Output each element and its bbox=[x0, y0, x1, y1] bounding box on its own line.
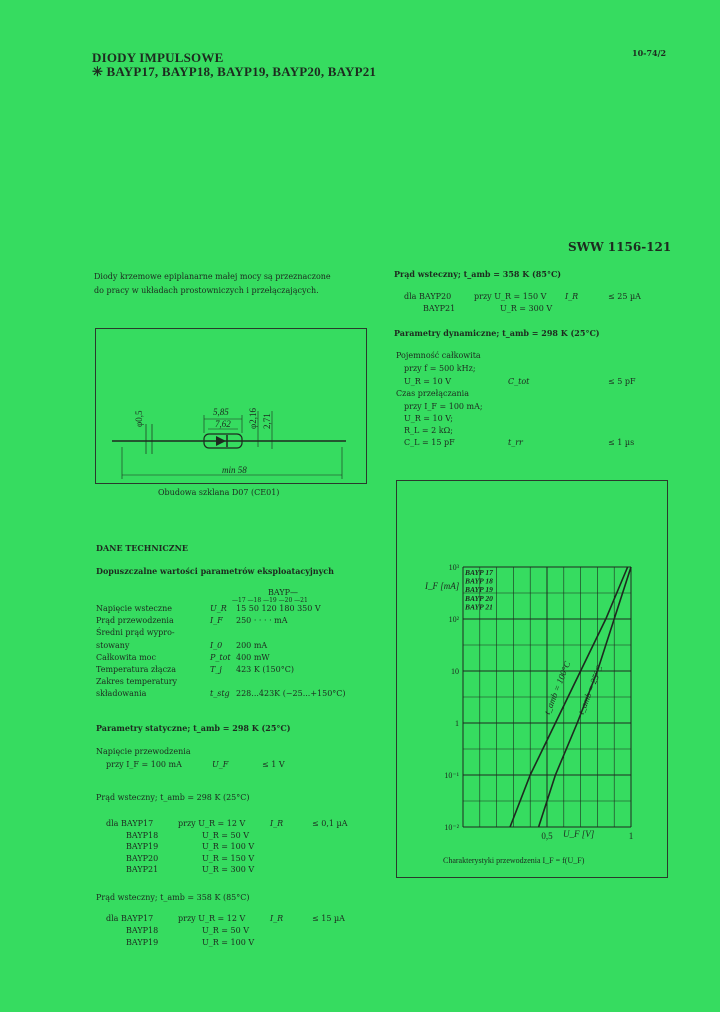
rev25-type: BAYP18 bbox=[126, 830, 159, 840]
bayp-label: BAYP— bbox=[268, 588, 298, 597]
sww-code: SWW 1156-121 bbox=[568, 240, 672, 254]
right-rev-cond-1: przy U_R = 150 V bbox=[474, 292, 547, 301]
document-title: DIODY IMPULSOWE bbox=[92, 50, 224, 65]
capacitance-cond-2: U_R = 10 V bbox=[404, 377, 452, 386]
legend-entry: BAYP 19 bbox=[465, 585, 493, 595]
rev85-condition: U_R = 50 V bbox=[202, 926, 250, 935]
tech-row-name: Całkowita moc bbox=[96, 652, 156, 662]
tech-subheading: Dopuszczalne wartości parametrów eksploatacyjnych bbox=[96, 566, 334, 576]
tech-heading: DANE TECHNICZNE bbox=[96, 543, 188, 553]
switching-cond-2: U_R = 10 V; bbox=[404, 414, 453, 423]
chart-frame bbox=[396, 480, 668, 878]
dim-body-diameter-2: 2,71 bbox=[262, 413, 272, 429]
chart-ylabel: I_F [mA] bbox=[425, 581, 460, 591]
static-heading: Parametry statyczne; t_amb = 298 K (25°C) bbox=[96, 723, 291, 733]
rev25-condition: U_R = 100 V bbox=[202, 842, 255, 852]
rev85-type: BAYP18 bbox=[126, 926, 159, 935]
forward-voltage-label: Napięcie przewodzenia bbox=[96, 747, 191, 756]
right-reverse-heading: Prąd wsteczny; t_amb = 358 K (85°C) bbox=[394, 269, 562, 279]
right-rev-cond-2: U_R = 300 V bbox=[500, 304, 553, 313]
y-tick-label: 10³ bbox=[448, 563, 459, 572]
capacitance-label: Pojemność całkowita bbox=[396, 351, 481, 360]
y-tick-label: 10⁻¹ bbox=[444, 771, 459, 780]
dim-body-diameter: φ2,16 bbox=[248, 408, 258, 429]
rev25-type: BAYP21 bbox=[126, 865, 159, 875]
rev25-type: dla BAYP17 bbox=[106, 819, 154, 828]
rev25-symbol: I_R bbox=[270, 819, 284, 828]
tech-row-symbol: T_j bbox=[210, 665, 222, 674]
package-drawing-frame bbox=[95, 328, 367, 484]
dim-total-length: min 58 bbox=[222, 465, 247, 475]
package-drawing bbox=[96, 329, 366, 483]
reverse-85-heading: Prąd wsteczny; t_amb = 358 K (85°C) bbox=[96, 893, 250, 902]
tech-row-value: 250 · · · · mA bbox=[236, 616, 288, 626]
capacitance-cond-1: przy f = 500 kHz; bbox=[404, 364, 476, 373]
tech-row-name: Napięcie wsteczne bbox=[96, 604, 172, 613]
tech-row-symbol: I_F bbox=[210, 616, 223, 626]
rev85-condition: U_R = 100 V bbox=[202, 938, 255, 947]
chart-xlabel: U_F [V] bbox=[563, 829, 595, 839]
document-subtitle: ✳ BAYP17, BAYP18, BAYP19, BAYP20, BAYP21 bbox=[92, 64, 377, 79]
rev25-condition: U_R = 150 V bbox=[202, 853, 255, 863]
series-label: t_amb = 25°C bbox=[575, 664, 605, 716]
dim-body-length-2: 7,62 bbox=[215, 419, 231, 429]
rev25-condition: przy U_R = 12 V bbox=[178, 819, 246, 828]
forward-characteristic-chart bbox=[397, 481, 667, 877]
tech-row-value: 400 mW bbox=[236, 652, 270, 662]
rev25-value: ≤ 0,1 µA bbox=[312, 819, 348, 828]
tech-row-symbol: t_stg bbox=[210, 689, 230, 699]
x-tick-label: 0,5 bbox=[541, 831, 553, 841]
chart-title: Charakterystyki przewodzenia I_F = f(U_F) bbox=[443, 856, 585, 865]
forward-voltage-condition: przy I_F = 100 mA bbox=[106, 760, 182, 769]
tech-row-name: Średni prąd wypro- bbox=[96, 628, 175, 638]
right-rev-type-1: dla BAYP20 bbox=[404, 292, 452, 301]
tech-row-name: stowany bbox=[96, 640, 130, 650]
legend-entry: BAYP 21 bbox=[465, 602, 493, 612]
tech-row-value: 423 K (150°C) bbox=[236, 665, 294, 674]
switching-value: ≤ 1 µs bbox=[608, 438, 635, 447]
rev85-type: dla BAYP17 bbox=[106, 914, 154, 923]
right-rev-val: ≤ 25 µA bbox=[608, 292, 641, 301]
rev25-type: BAYP20 bbox=[126, 853, 159, 863]
y-tick-label: 10² bbox=[448, 615, 459, 624]
right-rev-type-2: BAYP21 bbox=[423, 304, 456, 313]
tech-row-symbol: U_R bbox=[210, 604, 227, 613]
bayp-suffixes: —17 —18 —19 —20 —21 bbox=[232, 597, 308, 604]
rev85-type: BAYP19 bbox=[126, 938, 159, 947]
switching-cond-3: R_L = 2 kΩ; bbox=[404, 426, 453, 435]
rev85-value: ≤ 15 µA bbox=[312, 914, 345, 923]
tech-row-value: 228...423K (−25...+150°C) bbox=[236, 689, 346, 699]
series-label: t_amb = 100°C bbox=[541, 659, 573, 716]
dim-body-length: 5,85 bbox=[213, 407, 229, 417]
rev25-condition: U_R = 300 V bbox=[202, 865, 255, 875]
capacitance-symbol: C_tot bbox=[508, 377, 530, 386]
tech-row-name: Prąd przewodzenia bbox=[96, 616, 174, 626]
y-tick-label: 10⁻² bbox=[444, 823, 459, 832]
legend-entry: BAYP 18 bbox=[465, 576, 493, 586]
legend-entry: BAYP 20 bbox=[465, 593, 493, 603]
tech-row-name: składowania bbox=[96, 689, 147, 699]
rev85-condition: przy U_R = 12 V bbox=[178, 914, 246, 923]
y-tick-label: 10 bbox=[451, 667, 459, 676]
legend-entry: BAYP 17 bbox=[465, 568, 493, 577]
dim-lead-diameter: φ0,5 bbox=[134, 410, 144, 427]
reverse-25-heading: Prąd wsteczny; t_amb = 298 K (25°C) bbox=[96, 793, 250, 802]
tech-row-value: 200 mA bbox=[236, 640, 268, 650]
rev25-type: BAYP19 bbox=[126, 842, 159, 852]
switching-symbol: t_rr bbox=[508, 438, 523, 447]
x-tick-label: 1 bbox=[628, 831, 634, 841]
dynamic-heading: Parametry dynamiczne; t_amb = 298 K (25°C) bbox=[394, 328, 600, 338]
package-caption: Obudowa szklana D07 (CE01) bbox=[158, 488, 280, 497]
intro-line-2: do pracy w układach prostowniczych i przełączających. bbox=[94, 286, 319, 295]
tech-row-name: Zakres temperatury bbox=[96, 677, 178, 687]
tech-row-symbol: I_0 bbox=[210, 640, 223, 650]
tech-row-symbol: P_tot bbox=[210, 652, 231, 662]
y-tick-label: 1 bbox=[455, 719, 459, 728]
right-rev-sym: I_R bbox=[565, 292, 579, 301]
rev25-condition: U_R = 50 V bbox=[202, 830, 250, 840]
tech-row-value: 15 50 120 180 350 V bbox=[236, 604, 321, 613]
capacitance-value: ≤ 5 pF bbox=[608, 377, 636, 386]
switching-cond-4: C_L = 15 pF bbox=[404, 438, 455, 447]
forward-voltage-symbol: U_F bbox=[212, 760, 229, 769]
forward-voltage-value: ≤ 1 V bbox=[262, 760, 285, 769]
page-code: 10-74/2 bbox=[632, 48, 667, 58]
switching-cond-1: przy I_F = 100 mA; bbox=[404, 402, 483, 411]
intro-line-1: Diody krzemowe epiplanarne małej mocy są przeznaczone bbox=[94, 272, 331, 281]
switching-label: Czas przełączania bbox=[396, 389, 469, 398]
rev85-symbol: I_R bbox=[270, 914, 284, 923]
tech-row-name: Temperatura złącza bbox=[96, 665, 177, 674]
